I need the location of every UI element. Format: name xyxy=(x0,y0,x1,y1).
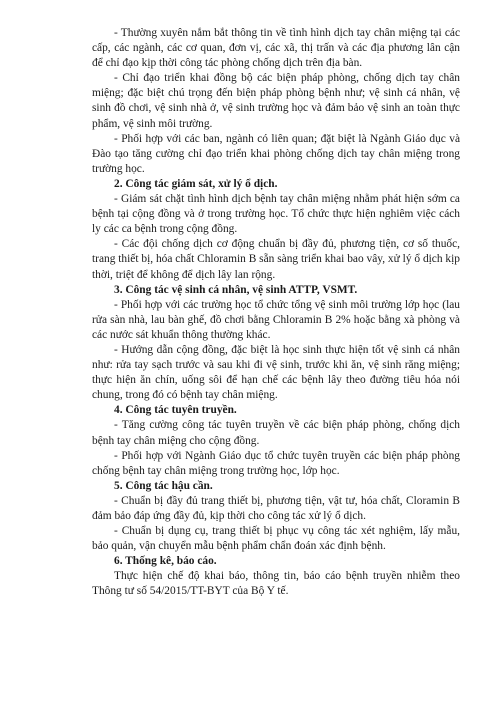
paragraph-surveillance-cases: - Giám sát chặt tình hình dịch bệnh tay chân miệng nhằm phát hiện sớm ca bệnh tại cộng đồng và ở trong trường học. Tổ chức thực hiện nghiêm việc cách ly các ca bệnh trong cộng đồng. xyxy=(92,193,460,236)
paragraph-reporting-circular: Thực hiện chế độ khai báo, thông tin, báo cáo bệnh truyền nhiễm theo Thông tư số 54/2015/TT-BYT của Bộ Y tế. xyxy=(92,570,460,598)
paragraph-coordination-education: - Phối hợp với các ban, ngành có liên quan; đặt biệt là Ngành Giáo dục và Đào tạo tăng cường chỉ đạo triển khai phòng chống dịch tay chân miệng trong trường học. xyxy=(92,132,460,175)
paragraph-equipment-supply: - Chuẩn bị đầy đủ trang thiết bị, phương tiện, vật tư, hóa chất, Cloramin B đảm bảo đáp ứng đầy đủ, kịp thời cho công tác xử lý ổ dịch. xyxy=(92,494,460,522)
heading-surveillance: 2. Công tác giám sát, xử lý ổ dịch. xyxy=(114,177,278,190)
paragraph-lab-equipment: - Chuẩn bị dụng cụ, trang thiết bị phục vụ công tác xét nghiệm, lấy mẫu, bảo quản, vận chuyển mẫu bệnh phẩm chẩn đoán xác định bệnh. xyxy=(92,525,460,553)
paragraph-school-communication: - Phối hợp với Ngành Giáo dục tổ chức tuyên truyền các biện pháp phòng chống bệnh tay chân miệng trong trường học, lớp học. xyxy=(92,449,460,477)
heading-hygiene: 3. Công tác vệ sinh cá nhân, vệ sinh ATTP, VSMT. xyxy=(114,283,358,296)
heading-communication: 4. Công tác tuyên truyền. xyxy=(114,404,237,417)
paragraph-monitor-info: - Thường xuyên nắm bắt thông tin về tình hình dịch tay chân miệng tại các cấp, các ngành, các cơ quan, đơn vị, các xã, thị trấn và các địa phương lân cận để chỉ đạo kịp thời công tác phòng chống dịch trên địa bàn. xyxy=(92,27,460,70)
heading-logistics: 5. Công tác hậu cần. xyxy=(114,479,213,492)
heading-reporting: 6. Thống kê, báo cáo. xyxy=(114,555,217,568)
paragraph-school-cleaning: - Phối hợp với các trường học tổ chức tổng vệ sinh môi trường lớp học (lau rửa sàn nhà, lau bàn ghế, đồ chơi bằng Chloramin B 2% hoặc bằng xà phòng và các nước sát khuẩn thông thường khác. xyxy=(92,298,460,341)
paragraph-mobile-teams: - Các đội chống dịch cơ động chuẩn bị đầy đủ, phương tiện, cơ số thuốc, trang thiết bị, hóa chất Chloramin B sẵn sàng triển khai bao vây, xử lý ổ dịch kịp thời, triệt để không để dịch lây lan rộng. xyxy=(92,238,460,281)
paragraph-prevention-measures: - Chỉ đạo triển khai đồng bộ các biện pháp phòng, chống dịch tay chân miệng; đặc biệt chú trọng đến biện pháp phòng bệnh như; vệ sinh cá nhân, vệ sinh đồ chơi, vệ sinh nhà ở, vệ sinh trường học và đảm bảo vệ sinh an toàn thực phẩm, vệ sinh môi trường. xyxy=(92,72,460,130)
paragraph-community-communication: - Tăng cường công tác tuyên truyền về các biện pháp phòng, chống dịch bệnh tay chân miệng cho cộng đồng. xyxy=(92,419,460,447)
paragraph-personal-hygiene: - Hướng dẫn cộng đồng, đặc biệt là học sinh thực hiện tốt vệ sinh cá nhân như: rửa tay sạch trước và sau khi đi vệ sinh, trước khi ăn, vệ sinh răng miệng; thực hiện ăn chín, uống sôi để hạn chế các bệnh lây theo đường tiêu hóa nói chung, trong đó có bệnh tay chân miệng. xyxy=(92,343,460,402)
